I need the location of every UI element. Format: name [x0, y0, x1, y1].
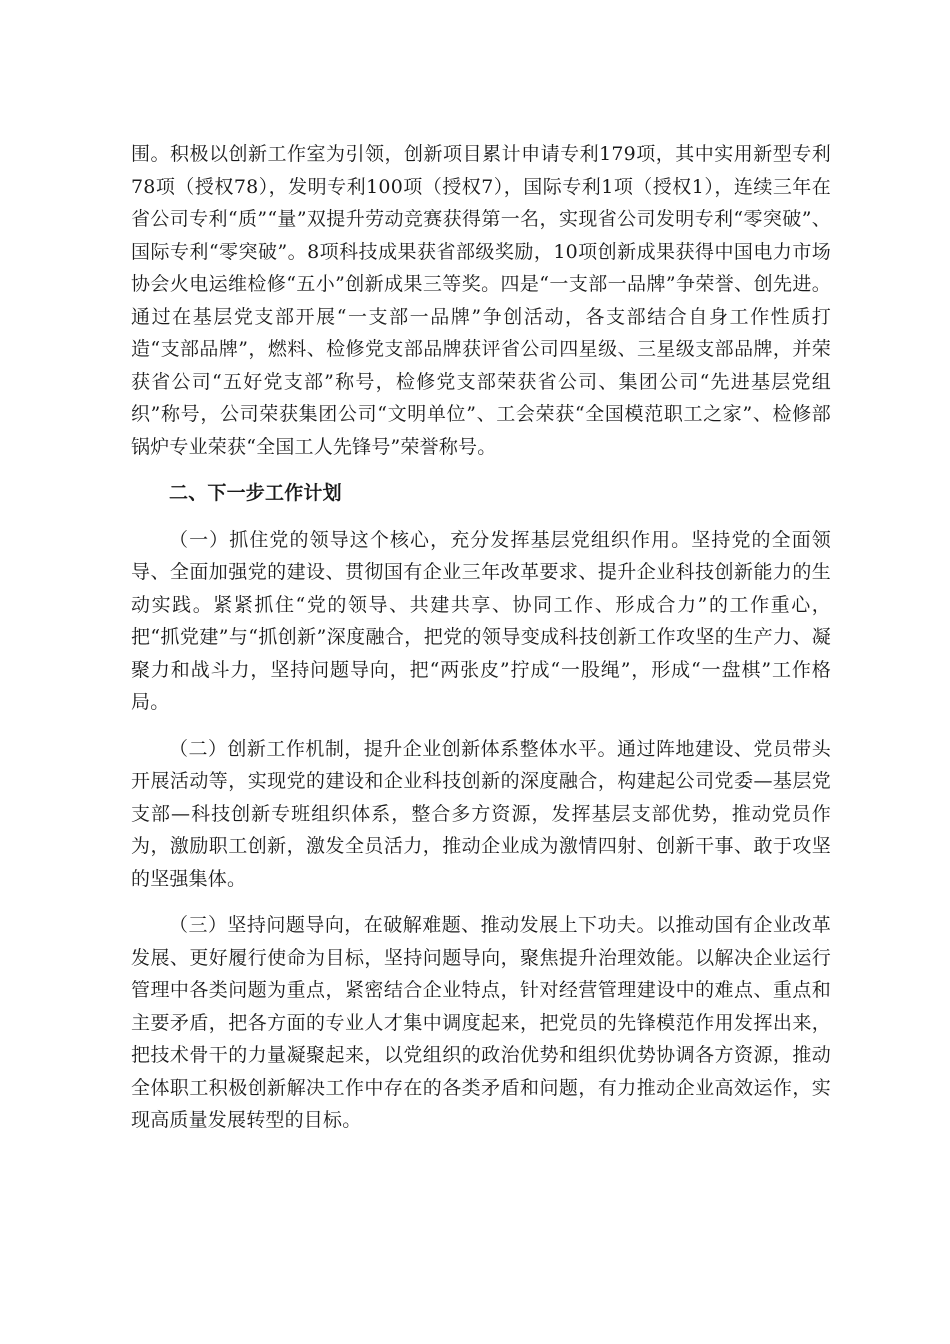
paragraph-3: （三）坚持问题导向，在破解难题、推动发展上下功夫。以推动国有企业改革发展、更好履行使命为目标，坚持问题导向，聚焦提升治理效能。以解决企业运行管理中各类问题为重点，紧密结合企业特点，针对经营管理建设中的难点、重点和主要矛盾，把各方面的专业人才集中调度起来，把党员的先锋模范作用发挥出来，把技术骨干的力量凝聚起来，以党组织的政治优势和组织优势协调各方资源，推动全体职工积极创新解决工作中存在的各类矛盾和问题，有力推动企业高效运作，实现高质量发展转型的目标。 — [131, 914, 831, 1131]
paragraph-continuation: 围。积极以创新工作室为引领，创新项目累计申请专利179项，其中实用新型专利78项（授权78），发明专利100项（授权7），国际专利1项（授权1），连续三年在省公司专利“质”“量”双提升劳动竞赛获得第一名，实现省公司发明专利“零突破”、国际专利“零突破”。8项科技成果获省部级奖励，10项创新成果获得中国电力市场协会火电运维检修“五小”创新成果三等奖。四是“一支部一品牌”争荣誉、创先进。通过在基层党支部开展“一支部一品牌”争创活动，各支部结合自身工作性质打造“支部品牌”，燃料、检修党支部品牌获评省公司四星级、三星级支部品牌，并荣获省公司“五好党支部”称号，检修党支部荣获省公司、集团公司“先进基层党组织”称号，公司荣获集团公司“文明单位”、工会荣获“全国模范职工之家”、检修部锅炉专业荣获“全国工人先锋号”荣誉称号。 — [131, 143, 831, 458]
section-heading: 二、下一步工作计划 — [169, 482, 342, 504]
paragraph-1: （一）抓住党的领导这个核心，充分发挥基层党组织作用。坚持党的全面领导、全面加强党的建设、贯彻国有企业三年改革要求、提升企业科技创新能力的生动实践。紧紧抓住“党的领导、共建共享、协同工作、形成合力”的工作重心，把“抓党建”与“抓创新”深度融合，把党的领导变成科技创新工作攻坚的生产力、凝聚力和战斗力，坚持问题导向，把“两张皮”拧成“一股绳”，形成“一盘棋”工作格局。 — [131, 528, 831, 713]
paragraph-2: （二）创新工作机制，提升企业创新体系整体水平。通过阵地建设、党员带头开展活动等，实现党的建设和企业科技创新的深度融合，构建起公司党委—基层党支部—科技创新专班组织体系，整合多方资源，发挥基层支部优势，推动党员作为，激励职工创新，激发全员活力，推动企业成为激情四射、创新干事、敢于攻坚的坚强集体。 — [131, 737, 831, 890]
document-body — [131, 138, 831, 1151]
